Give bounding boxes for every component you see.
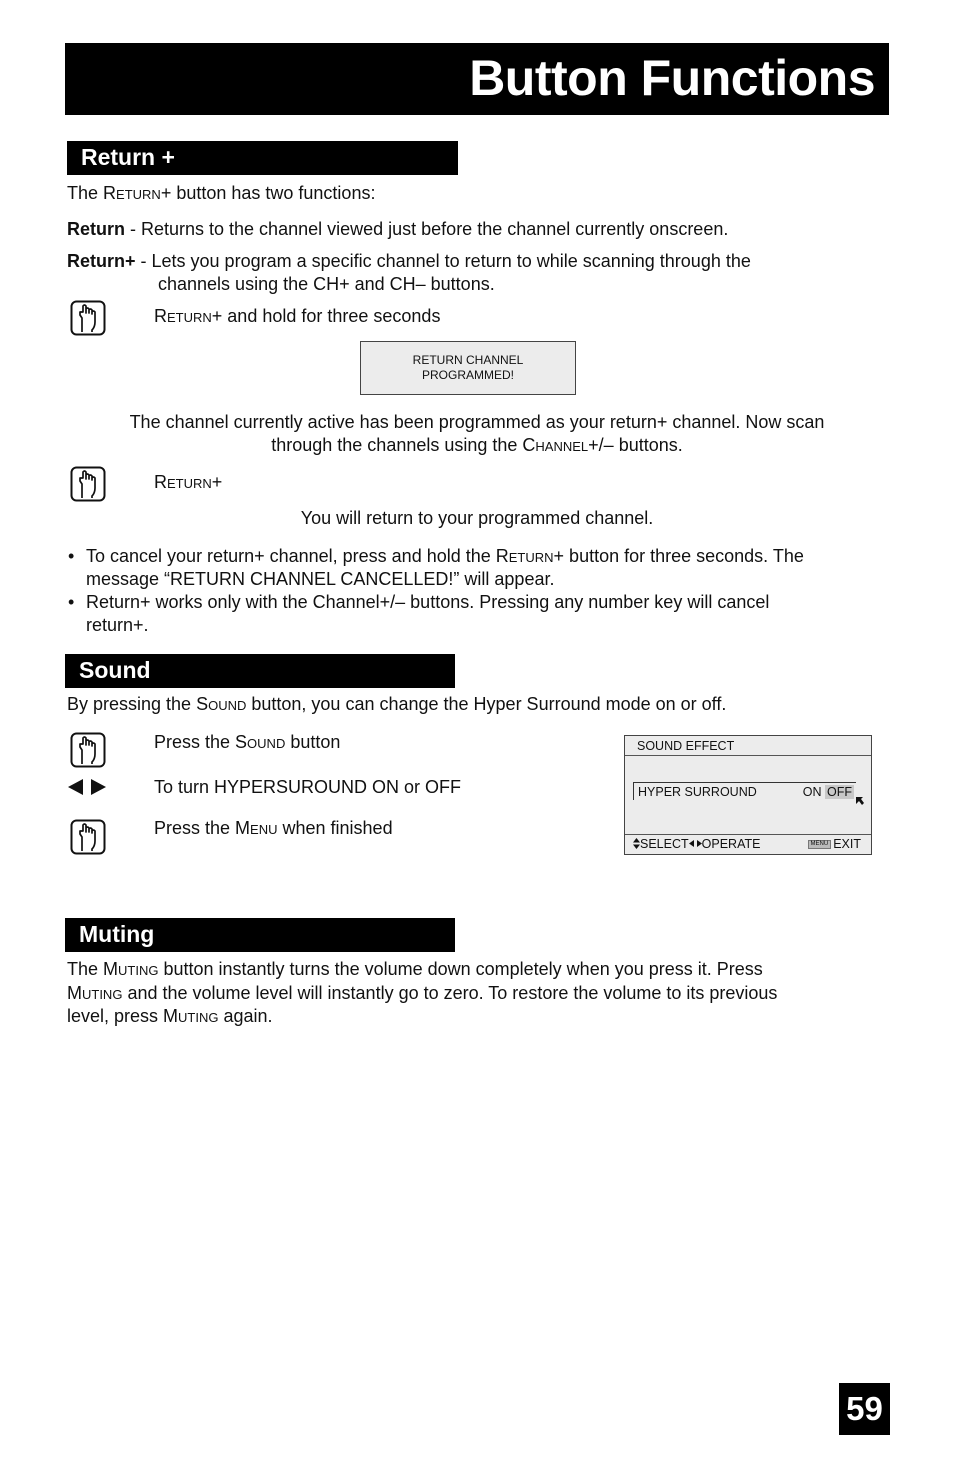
return-para2: You will return to your programmed channel.: [300, 508, 654, 528]
return-bullet1-line2: message “RETURN CHANNEL CANCELLED!” will appear.: [86, 569, 555, 589]
return-bullet2-line1: Return+ works only with the Channel+/– buttons. Pressing any number key will cancel: [86, 592, 770, 612]
muting-line3: level, press Muting again.: [67, 1006, 273, 1026]
press-hand-icon: [70, 300, 106, 336]
osd-footer-select: SELECT: [640, 837, 689, 851]
return-bullet2-line2: return+.: [86, 615, 149, 635]
return-step1: Return+ and hold for three seconds: [154, 306, 441, 326]
muting-line1: The Muting button instantly turns the volume down completely when you press it. Press: [67, 959, 763, 979]
section-heading-sound: Sound: [65, 654, 455, 688]
left-right-small-arrows-icon: [689, 840, 702, 847]
osd-sound-effect: [624, 735, 872, 855]
osd-on: ON: [802, 785, 822, 799]
press-hand-icon: [70, 466, 106, 502]
sound-intro: By pressing the Sound button, you can change the Hyper Surround mode on or off.: [67, 694, 727, 714]
menu-chip: MENU: [808, 840, 832, 849]
sound-step2: To turn HYPERSUROUND ON or OFF: [154, 777, 462, 797]
return-para1-line1: The channel currently active has been programmed as your return+ channel. Now scan: [129, 412, 825, 432]
return-para1-line2: through the channels using the Channel+/– buttons.: [271, 435, 683, 455]
return-definition: Return - Returns to the channel viewed just before the channel currently onscreen.: [67, 219, 729, 239]
cursor-arrow-icon: [855, 796, 865, 806]
return-plus-definition-cont: channels using the CH+ and CH– buttons.: [158, 274, 495, 294]
page-number: 59: [839, 1383, 890, 1435]
sound-step1: Press the Sound button: [154, 732, 341, 752]
return-bullet1-line1: To cancel your return+ channel, press and hold the Return+ button for three seconds. The: [86, 546, 804, 566]
left-right-arrows-icon: [68, 778, 106, 796]
page-title: Button Functions: [469, 50, 875, 106]
sound-step3: Press the Menu when finished: [154, 818, 393, 838]
osd-line1: RETURN CHANNEL: [412, 353, 524, 367]
osd-footer-operate: OPERATE: [701, 837, 761, 851]
osd-footer-exit: MENU EXIT: [808, 835, 861, 854]
osd-header: SOUND EFFECT: [625, 736, 871, 756]
section-heading-return: Return +: [67, 141, 458, 175]
osd-line2: PROGRAMMED!: [421, 368, 514, 382]
return-intro: The Return+ button has two functions:: [67, 183, 376, 203]
page-title-bar: [65, 43, 889, 115]
osd-hyper-surround-row: [633, 782, 856, 800]
return-step2: Return+: [154, 472, 223, 492]
press-hand-icon: [70, 732, 106, 768]
osd-off: OFF: [827, 785, 852, 799]
osd-return-programmed: [360, 341, 576, 395]
osd-footer: [625, 834, 871, 854]
bullet-marker: •: [68, 592, 75, 612]
osd-row-label: HYPER SURROUND: [638, 785, 757, 799]
up-down-arrows-icon: [633, 838, 640, 849]
return-plus-definition: Return+ - Lets you program a specific channel to return to while scanning through the: [67, 251, 751, 271]
press-hand-icon: [70, 819, 106, 855]
section-heading-muting: Muting: [65, 918, 455, 952]
osd-row-values: [803, 783, 854, 801]
bullet-marker: •: [68, 546, 75, 566]
muting-line2: Muting and the volume level will instantly go to zero. To restore the volume to its previous: [67, 983, 778, 1003]
